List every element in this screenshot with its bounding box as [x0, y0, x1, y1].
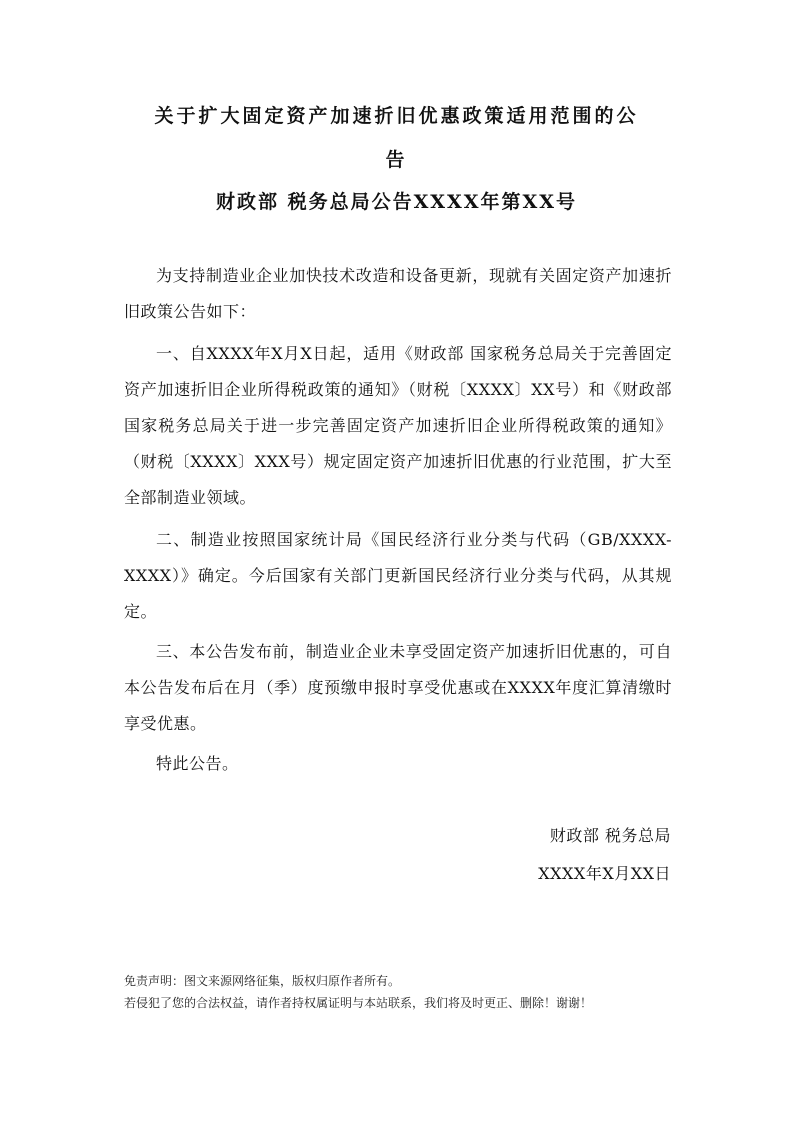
document-title-line2: 告 [385, 149, 408, 171]
intro-paragraph: 为支持制造业企业加快技术改造和设备更新，现就有关固定资产加速折旧政策公告如下： [124, 266, 672, 321]
disclaimer-line1: 免责声明：图文来源网络征集，版权归原作者所有。 [124, 974, 401, 988]
document-title-line1: 关于扩大固定资产加速折旧优惠政策适用范围的公 [154, 105, 639, 127]
closing-paragraph: 特此公告。 [156, 754, 239, 773]
clause-three-paragraph: 三、本公告发布前，制造业企业未享受固定资产加速折旧优惠的，可自本公告发布后在月（季）度预缴申报时享受优惠或在XXXX年度汇算清缴时享受优惠。 [124, 642, 672, 733]
signature-date: XXXX年X月XX日 [538, 864, 671, 883]
document-number: 财政部 税务总局公告XXXX年第XX号 [215, 191, 578, 213]
signature-organization: 财政部 税务总局 [549, 826, 671, 845]
clause-two-paragraph: 二、制造业按照国家统计局《国民经济行业分类与代码（GB/XXXX-XXXX）》确定。今后国家有关部门更新国民经济行业分类与代码，从其规定。 [124, 530, 672, 621]
disclaimer-line2: 若侵犯了您的合法权益，请作者持权属证明与本站联系，我们将及时更正、删除！谢谢！ [124, 996, 593, 1010]
clause-one-paragraph: 一、自XXXX年X月X日起，适用《财政部 国家税务总局关于完善固定资产加速折旧企业所得税政策的通知》（财税〔XXXX〕XX号）和《财政部 国家税务总局关于进一步完善固定资产加速折旧企业所得税政策的通知》（财税〔XXXX〕XXX号）规定固定资产加速折旧优惠的行业范围，扩大至全部制造业领域。 [124, 344, 672, 507]
